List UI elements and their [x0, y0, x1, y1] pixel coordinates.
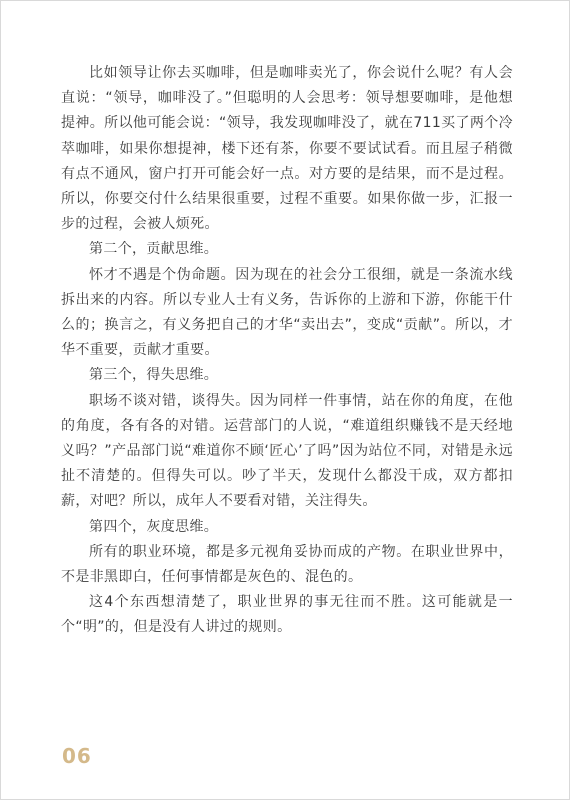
paragraph-gray: 所有的职业环境，都是多元视角妥协而成的产物。在职业世界中，不是非黑即白，任何事情都是灰色的、混色的。	[61, 543, 513, 586]
paragraph-coffee-example: 比如领导让你去买咖啡，但是咖啡卖光了，你会说什么呢？有人会直说：“领导，咖啡没了。”但聪明的人会思考：领导想要咖啡，是他想提神。所以他可能会说：“领导，我发现咖啡没了，就在711买了两个冷萃咖啡，如果你想提神，楼下还有茶，你要不要试试看。而且屋子稍微有点不通风，窗户打开可能会好一点。对方要的是结果，而不是过程。所以，你要交付什么结果很重要，过程不重要。如果你做一步，汇报一步的过程，会被人烦死。	[61, 65, 513, 233]
body-text	[61, 61, 513, 641]
paragraph-conclusion: 这4个东西想清楚了，职业世界的事无往而不胜。这可能就是一个“明”的，但是没有人讲过的规则。	[61, 594, 513, 636]
heading-gain-loss-thinking: 第三个，得失思维。	[89, 367, 219, 384]
page-number: 06	[62, 744, 92, 768]
paragraph-gain-loss: 职场不谈对错，谈得失。因为同样一件事情，站在你的角度，在他的角度，各有各的对错。运营部门的人说，“难道组织赚钱不是天经地义吗？”产品部门说“难道你不顾‘匠心’了吗”因为站位不同，对错是永远扯不清楚的。但得失可以。吵了半天，发现什么都没干成，双方都扣薪，对吧？所以，成年人不要看对错，关注得失。	[61, 392, 513, 510]
heading-contribution-thinking: 第二个，贡献思维。	[89, 241, 219, 258]
paragraph-contribution: 怀才不遇是个伪命题。因为现在的社会分工很细，就是一条流水线拆出来的内容。所以专业人士有义务，告诉你的上游和下游，你能干什么的；换言之，有义务把自己的才华“卖出去”，变成“贡献”。所以，才华不重要，贡献才重要。	[61, 266, 513, 359]
heading-gray-thinking: 第四个，灰度思维。	[89, 518, 219, 535]
